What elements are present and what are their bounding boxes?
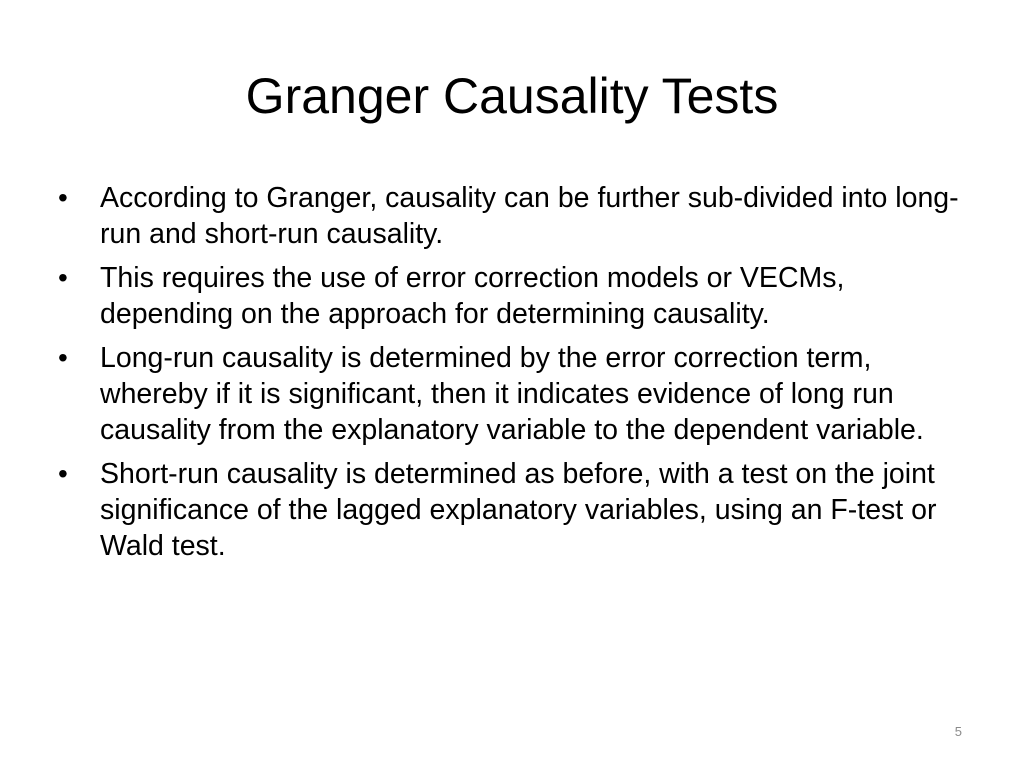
bullet-text: Long-run causality is determined by the error correction term, whereby if it is significant, then it indicates evidence of long run causality from the explanatory variable to the dependent variable. xyxy=(100,342,924,446)
bullet-list xyxy=(58,180,978,572)
bullet-text: Short-run causality is determined as before, with a test on the joint significance of the lagged explanatory variables, using an F-test or Wald test. xyxy=(100,458,937,562)
bullet-icon: • xyxy=(58,342,68,373)
list-item xyxy=(58,180,978,252)
list-item xyxy=(58,340,978,448)
bullet-icon: • xyxy=(58,458,68,489)
bullet-text: This requires the use of error correction models or VECMs, depending on the approach for determining causality. xyxy=(100,262,845,330)
list-item xyxy=(58,260,978,332)
bullet-icon: • xyxy=(58,262,68,293)
slide-number: 5 xyxy=(954,724,962,739)
slide-title: Granger Causality Tests xyxy=(245,68,779,124)
bullet-text: According to Granger, causality can be further sub-divided into long-run and short-run causality. xyxy=(100,182,959,250)
bullet-icon: • xyxy=(58,182,68,213)
list-item xyxy=(58,456,978,564)
